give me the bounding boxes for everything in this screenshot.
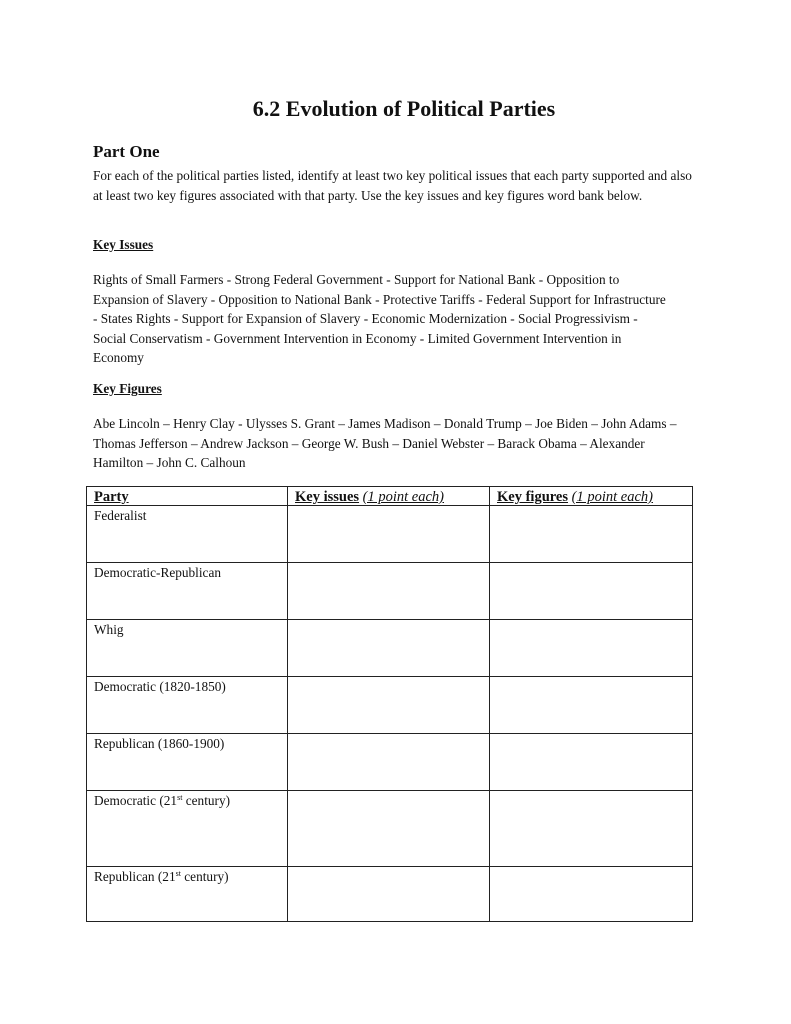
key-issues-word-bank: Rights of Small Farmers - Strong Federal Government - Support for National Bank - Opposition to Expansion of Slavery - Opposition to National Bank - Protective Tariffs - Federal Support for Infrastructure - States Rights - Support for Expansion of Slavery - Economic Modernization - Social Progressivism - Social Conservatism - Government Intervention in Economy - Limited Government Intervention in Economy [93,272,666,365]
key-figures-answer-cell[interactable] [490,791,693,867]
header-party-label: Party [94,489,129,505]
party-table [86,486,693,922]
party-name-superscript: st [177,793,183,802]
party-name-prefix: Democratic (21 [94,793,178,808]
key-issues-answer-cell[interactable] [288,791,490,867]
party-name [87,867,288,922]
key-figures-answer-cell[interactable] [490,677,693,734]
party-name-prefix: Republican (21 [94,869,176,884]
header-key-figures-label: Key figures [497,489,569,505]
key-issues-answer-cell[interactable] [288,677,490,734]
party-name: Democratic-Republican [87,563,288,620]
party-name-superscript: st [175,869,181,878]
key-figures-word-bank: Abe Lincoln – Henry Clay - Ulysses S. Grant – James Madison – Donald Trump – Joe Biden – John Adams – Thomas Jefferson – Andrew Jackson – George W. Bush – Daniel Webster – Barack Obama – Alexander Hamilton – John C. Calhoun [93,416,677,470]
header-key-issues-label: Key issues [295,489,360,505]
party-name: Republican (1860-1900) [87,734,288,791]
part-one-heading: Part One [93,142,160,161]
key-issues-heading: Key Issues [93,237,154,252]
table-row [87,867,693,922]
party-name [87,791,288,867]
party-name-suffix: century) [180,869,229,884]
key-issues-answer-cell[interactable] [288,563,490,620]
header-key-issues [288,487,490,506]
instructions-text: For each of the political parties listed, identify at least two key political issues that each party supported and also at least two key figures associated with that party. Use the key issues and key figures word bank below. [93,168,692,203]
table-row [87,734,693,791]
header-key-issues-note: (1 point each) [362,489,445,505]
key-issues-answer-cell[interactable] [288,734,490,791]
table-header-row [87,487,693,506]
table-row [87,563,693,620]
party-name-suffix: century) [182,793,231,808]
party-name: Federalist [87,506,288,563]
key-issues-answer-cell[interactable] [288,506,490,563]
table-row [87,677,693,734]
key-issues-answer-cell[interactable] [288,867,490,922]
key-figures-heading: Key Figures [93,381,162,396]
key-figures-answer-cell[interactable] [490,867,693,922]
key-figures-answer-cell[interactable] [490,506,693,563]
table-row [87,506,693,563]
table-row [87,620,693,677]
header-party [87,487,288,506]
table-row [87,791,693,867]
header-key-figures-note: (1 point each) [571,489,653,505]
party-name: Whig [87,620,288,677]
page-title: 6.2 Evolution of Political Parties [252,96,556,121]
key-issues-answer-cell[interactable] [288,620,490,677]
key-figures-answer-cell[interactable] [490,620,693,677]
party-name: Democratic (1820-1850) [87,677,288,734]
key-figures-answer-cell[interactable] [490,734,693,791]
key-figures-answer-cell[interactable] [490,563,693,620]
header-key-figures [490,487,693,506]
